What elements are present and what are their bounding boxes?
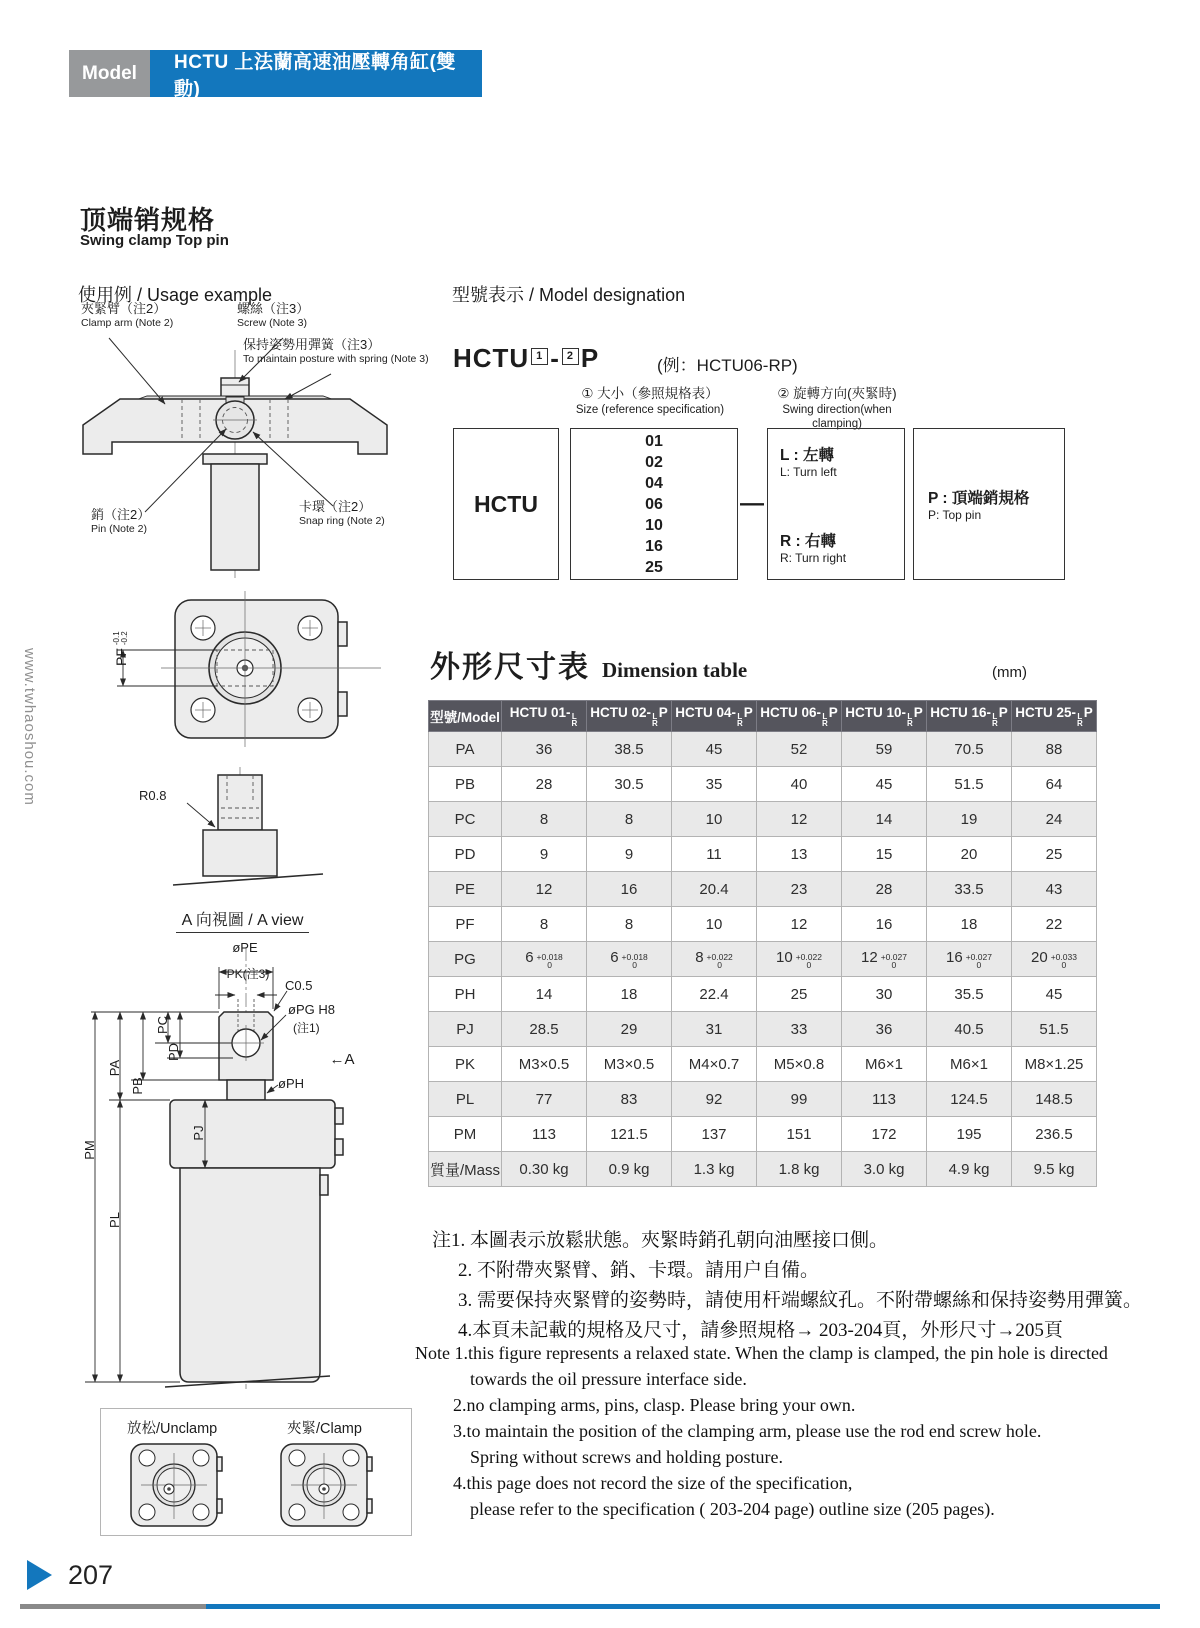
label-screw-en: Screw (Note 3): [237, 316, 308, 329]
dimension-cell: 195: [927, 1117, 1012, 1152]
dimension-cell: 10: [672, 802, 757, 837]
row-label: PC: [429, 802, 502, 837]
label-snap-ring: [299, 500, 385, 527]
dimension-cell: 51.5: [927, 767, 1012, 802]
dimension-cell: 6 +0.018 0: [587, 942, 672, 977]
row-label: PJ: [429, 1012, 502, 1047]
table-row: [429, 767, 1097, 802]
dim-label-pg: øPG H8: [288, 1002, 335, 1017]
dimension-cell: M4×0.7: [672, 1047, 757, 1082]
dimension-cell: 3.0 kg: [842, 1152, 927, 1187]
dimension-cell: M6×1: [842, 1047, 927, 1082]
row-label: PE: [429, 872, 502, 907]
note-en-line: please refer to the specification ( 203-204 page) outline size (205 pages).: [470, 1499, 995, 1519]
size-option: 04: [645, 474, 663, 492]
dimension-cell: 9.5 kg: [1012, 1152, 1097, 1187]
model-designation: [430, 285, 1085, 585]
code-prefix: HCTU: [453, 343, 530, 373]
dimension-cell: 6 +0.018 0: [502, 942, 587, 977]
dimension-cell: 1.8 kg: [757, 1152, 842, 1187]
dim-label-pb: PB: [130, 1077, 145, 1095]
dimension-cell: 15: [842, 837, 927, 872]
dimension-cell: 31: [672, 1012, 757, 1047]
note-en-line: 2.no clamping arms, pins, clasp. Please bring your own.: [453, 1395, 856, 1415]
top-pin-zh: P : 頂端銷規格: [928, 490, 1030, 507]
row-label: PK: [429, 1047, 502, 1082]
dimension-cell: 45: [842, 767, 927, 802]
dim-label-pg-note: (注1): [293, 1021, 320, 1035]
dimension-cell: 148.5: [1012, 1082, 1097, 1117]
table-header-column: HCTU 01- L R: [502, 701, 587, 732]
table-row: [429, 977, 1097, 1012]
model-code: [453, 343, 599, 374]
dimension-cell: 10 +0.022 0: [757, 942, 842, 977]
section-title-zh: 顶端销规格: [80, 205, 216, 235]
size-label-en: Size (reference specification): [575, 403, 725, 416]
row-label: PA: [429, 732, 502, 767]
label-snap-ring-en: Snap ring (Note 2): [299, 514, 385, 527]
size-option: 25: [645, 558, 663, 576]
pf-tol-upper: -0.1: [112, 631, 121, 646]
dimension-cell: 25: [1012, 837, 1097, 872]
dim-label-pk: PK(注3): [226, 967, 270, 981]
row-label: PM: [429, 1117, 502, 1152]
designation-dash: —: [740, 490, 764, 517]
dimension-cell: 92: [672, 1082, 757, 1117]
notes-chinese: [432, 1226, 1142, 1346]
dimension-cell: 19: [927, 802, 1012, 837]
pf-text: PF: [113, 648, 129, 666]
note-en-line: Note 1.this figure represents a relaxed state. When the clamp is clamped, the pin hole is directed: [415, 1343, 1108, 1363]
dim-label-pl: PL: [107, 1212, 122, 1228]
dimension-cell: 25: [757, 977, 842, 1012]
dim-label-pf: [108, 602, 134, 666]
dim-label-pd: PD: [166, 1042, 181, 1062]
turn-left-zh: L : 左轉: [780, 447, 834, 464]
designation-direction-box: [767, 428, 905, 580]
dimension-cell: 121.5: [587, 1117, 672, 1152]
dimension-cell: M5×0.8: [757, 1047, 842, 1082]
row-label: PG: [429, 942, 502, 977]
dimension-cell: 70.5: [927, 732, 1012, 767]
size-option: 10: [645, 516, 663, 534]
option-turn-left: [780, 443, 892, 479]
note-en-line: Spring without screws and holding posture.: [470, 1447, 783, 1467]
label-spring-zh: 保持姿勢用彈簧（注3）: [243, 337, 381, 352]
option-turn-right: [780, 529, 892, 565]
label-pin: [91, 508, 150, 535]
row-label: 質量/Mass: [429, 1152, 502, 1187]
dimension-cell: 12: [757, 907, 842, 942]
dimension-cell: 20 +0.033 0: [1012, 942, 1097, 977]
dimension-cell: 18: [587, 977, 672, 1012]
table-header-column: HCTU 02- L R P: [587, 701, 672, 732]
dimension-cell: 20: [927, 837, 1012, 872]
label-pin-en: Pin (Note 2): [91, 522, 148, 535]
dimension-cell: 33.5: [927, 872, 1012, 907]
dimension-cell: 40.5: [927, 1012, 1012, 1047]
header-bar: [69, 50, 482, 100]
dim-label-pm: PM: [82, 1140, 97, 1160]
dimension-cell: 36: [502, 732, 587, 767]
dim-label-c05: C0.5: [285, 978, 313, 993]
clamp-caption: 夾緊/Clamp: [287, 1421, 362, 1437]
dimension-cell: 137: [672, 1117, 757, 1152]
table-row: [429, 1012, 1097, 1047]
turn-left-en: L: Turn left: [780, 465, 837, 479]
dimension-cell: 16: [587, 872, 672, 907]
dimension-cell: 12: [757, 802, 842, 837]
dimension-cell: 236.5: [1012, 1117, 1097, 1152]
a-view-caption-text: A 向視圖 / A view: [176, 912, 310, 933]
dimension-cell: 51.5: [1012, 1012, 1097, 1047]
size-option: 02: [645, 453, 663, 471]
dimension-cell: 4.9 kg: [927, 1152, 1012, 1187]
dimension-cell: 13: [757, 837, 842, 872]
dim-label-pj: PJ: [191, 1125, 206, 1141]
dimension-cell: 45: [672, 732, 757, 767]
dimension-cell: M3×0.5: [502, 1047, 587, 1082]
dimension-cell: 23: [757, 872, 842, 907]
table-row: [429, 1082, 1097, 1117]
dimension-table-title-zh: 外形尺寸表: [430, 651, 590, 684]
page-title: HCTU 上法蘭高速油壓轉角缸(雙動): [150, 50, 482, 97]
size-option: 06: [645, 495, 663, 513]
dimension-cell: 12: [502, 872, 587, 907]
note-en-line: towards the oil pressure interface side.: [470, 1369, 747, 1389]
dimension-cell: 28.5: [502, 1012, 587, 1047]
dimension-cell: 10: [672, 907, 757, 942]
designation-size-box: [570, 428, 738, 580]
dimension-table-body: [429, 732, 1097, 1187]
dimension-cell: 16: [842, 907, 927, 942]
dimension-cell: 16 +0.027 0: [927, 942, 1012, 977]
row-label: PL: [429, 1082, 502, 1117]
pf-tolerances: [113, 631, 129, 645]
table-header-column: HCTU 06- L R P: [757, 701, 842, 732]
code-box-1: 1: [531, 348, 548, 365]
table-row: [429, 1152, 1097, 1187]
flange-top-view-figure: [75, 575, 405, 890]
table-header-model: 型號/Model: [429, 701, 502, 732]
row-label: PF: [429, 907, 502, 942]
footer-triangle-icon: [27, 1560, 52, 1590]
designation-base-box: HCTU: [453, 428, 559, 580]
table-header-column: HCTU 10- L R P: [842, 701, 927, 732]
dimension-cell: 28: [842, 872, 927, 907]
dimension-cell: 0.9 kg: [587, 1152, 672, 1187]
dimension-table-wrap: [428, 700, 1097, 1187]
label-screw-zh: 螺絲（注3）: [237, 301, 310, 316]
dimension-cell: 88: [1012, 732, 1097, 767]
swing-label-zh: ② 旋轉方向(夾緊時): [777, 386, 897, 401]
code-box-2: 2: [562, 348, 579, 365]
dimension-cell: 8 +0.022 0: [672, 942, 757, 977]
dimension-cell: 43: [1012, 872, 1097, 907]
designation-heading: 型號表示 / Model designation: [452, 285, 686, 305]
dimension-cell: 8: [502, 907, 587, 942]
label-snap-ring-zh: 卡環（注2）: [299, 499, 372, 514]
label-clamp-arm-en: Clamp arm (Note 2): [81, 316, 174, 329]
dimension-cell: 59: [842, 732, 927, 767]
dimension-cell: 12 +0.027 0: [842, 942, 927, 977]
model-example: (例：HCTU06-RP): [657, 356, 798, 375]
dimension-cell: 124.5: [927, 1082, 1012, 1117]
note-zh-line: 注1. 本圖表示放鬆狀態。夾緊時銷孔朝向油壓接口側。: [432, 1230, 889, 1251]
dimension-cell: 24: [1012, 802, 1097, 837]
unclamp-caption: 放松/Unclamp: [127, 1421, 218, 1437]
dim-label-pc: PC: [155, 1015, 170, 1035]
table-row: [429, 802, 1097, 837]
dimension-cell: 14: [502, 977, 587, 1012]
designation-pin-box: [913, 428, 1065, 580]
side-watermark-url: www.twhaoshou.com: [21, 648, 38, 806]
swing-label-en: Swing direction(when clamping): [782, 403, 892, 431]
dim-label-arrow-a: ←A: [329, 1051, 355, 1068]
usage-example-figure: [75, 298, 429, 583]
label-clamp-arm: [81, 302, 173, 329]
dimension-table: [428, 700, 1097, 1187]
label-clamp-arm-zh: 夾緊臂（注2）: [81, 301, 167, 316]
dimension-cell: 45: [1012, 977, 1097, 1012]
size-label-zh: ① 大小（參照規格表）: [581, 386, 719, 401]
size-option: 01: [645, 432, 663, 450]
table-row: [429, 907, 1097, 942]
dimension-cell: 83: [587, 1082, 672, 1117]
dimension-cell: 172: [842, 1117, 927, 1152]
turn-right-en: R: Turn right: [780, 551, 847, 565]
table-row: [429, 732, 1097, 767]
model-tag: Model: [69, 50, 150, 97]
section-title-en: Swing clamp Top pin: [80, 232, 229, 249]
label-pin-zh: 銷（注2）: [91, 507, 151, 522]
footer-bar-blue: [206, 1604, 1160, 1609]
dimension-cell: 8: [502, 802, 587, 837]
usage-heading: 使用例 / Usage example: [78, 285, 273, 305]
dim-label-pa: PA: [107, 1059, 122, 1077]
notes-english: [415, 1340, 1108, 1522]
dimension-cell: 113: [502, 1117, 587, 1152]
dim-label-r08: R0.8: [139, 788, 167, 803]
top-pin-en: P: Top pin: [928, 508, 982, 522]
dimension-cell: 29: [587, 1012, 672, 1047]
size-option: 16: [645, 537, 663, 555]
dimension-cell: 8: [587, 907, 672, 942]
dimension-cell: 9: [587, 837, 672, 872]
code-hyphen: -: [550, 343, 560, 373]
dim-label-ph: øPH: [278, 1076, 304, 1091]
footer-bar-gray: [20, 1604, 206, 1609]
dimension-cell: 35.5: [927, 977, 1012, 1012]
dimension-cell: 9: [502, 837, 587, 872]
table-row: [429, 942, 1097, 977]
row-label: PB: [429, 767, 502, 802]
dimension-cell: M6×1: [927, 1047, 1012, 1082]
page-number: 207: [68, 1560, 114, 1590]
dimension-cell: 28: [502, 767, 587, 802]
dimension-cell: 38.5: [587, 732, 672, 767]
dimension-cell: 0.30 kg: [502, 1152, 587, 1187]
unclamp-flange-drawing: [123, 1441, 233, 1533]
clamp-states-figure: [100, 1408, 412, 1536]
dimension-table-title: [430, 642, 747, 686]
code-suffix: P: [580, 343, 600, 373]
table-row: [429, 837, 1097, 872]
dimension-cell: 64: [1012, 767, 1097, 802]
dimension-cell: 30: [842, 977, 927, 1012]
a-view-figure: [75, 895, 410, 1395]
row-label: PH: [429, 977, 502, 1012]
dimension-table-title-en: Dimension table: [602, 658, 748, 682]
label-spring: [243, 338, 429, 365]
dimension-cell: 52: [757, 732, 842, 767]
dimension-cell: 36: [842, 1012, 927, 1047]
note-zh-line: 2. 不附帶夾緊臂、銷、卡環。請用户自備。: [458, 1260, 820, 1281]
note-zh-line: 3. 需要保持夾緊臂的姿勢時，請使用杆端螺紋孔。不附帶螺絲和保持姿勢用彈簧。: [458, 1290, 1143, 1311]
note-en-line: 3.to maintain the position of the clamping arm, please use the rod end screw hole.: [453, 1421, 1042, 1441]
dimension-cell: 14: [842, 802, 927, 837]
dimension-cell: 99: [757, 1082, 842, 1117]
table-header-column: HCTU 04- L R P: [672, 701, 757, 732]
dimension-cell: 8: [587, 802, 672, 837]
table-row: [429, 1117, 1097, 1152]
clamp-flange-drawing: [273, 1441, 383, 1533]
dim-label-pe: øPE: [232, 940, 258, 955]
dimension-table-head: [429, 701, 1097, 732]
turn-right-zh: R : 右轉: [780, 533, 836, 550]
option-top-pin: [928, 486, 1050, 522]
swing-column-label: [757, 385, 917, 432]
dimension-cell: M8×1.25: [1012, 1047, 1097, 1082]
dimension-cell: 11: [672, 837, 757, 872]
row-label: PD: [429, 837, 502, 872]
table-header-column: HCTU 25- L R P: [1012, 701, 1097, 732]
label-screw: [237, 302, 309, 329]
pf-tol-lower: -0.2: [120, 631, 129, 646]
dimension-cell: 22: [1012, 907, 1097, 942]
dimension-cell: 20.4: [672, 872, 757, 907]
dimension-cell: 22.4: [672, 977, 757, 1012]
dimension-cell: 30.5: [587, 767, 672, 802]
dimension-cell: 33: [757, 1012, 842, 1047]
size-column-label: [550, 385, 750, 417]
dimension-cell: 1.3 kg: [672, 1152, 757, 1187]
dimension-cell: 35: [672, 767, 757, 802]
label-spring-en: To maintain posture with spring (Note 3): [243, 352, 429, 365]
table-row: [429, 872, 1097, 907]
table-row: [429, 1047, 1097, 1082]
table-header-column: HCTU 16- L R P: [927, 701, 1012, 732]
note-zh-line: 4.本頁未記載的規格及尺寸，請參照規格→ 203-204頁，外形尺寸→205頁: [458, 1320, 1063, 1341]
dimension-cell: 151: [757, 1117, 842, 1152]
table-unit: (mm): [992, 664, 1027, 681]
dimension-cell: M3×0.5: [587, 1047, 672, 1082]
dimension-cell: 77: [502, 1082, 587, 1117]
dimension-cell: 18: [927, 907, 1012, 942]
note-en-line: 4.this page does not record the size of the specification,: [453, 1473, 853, 1493]
dimension-cell: 40: [757, 767, 842, 802]
a-view-caption: [75, 907, 410, 930]
dimension-cell: 113: [842, 1082, 927, 1117]
